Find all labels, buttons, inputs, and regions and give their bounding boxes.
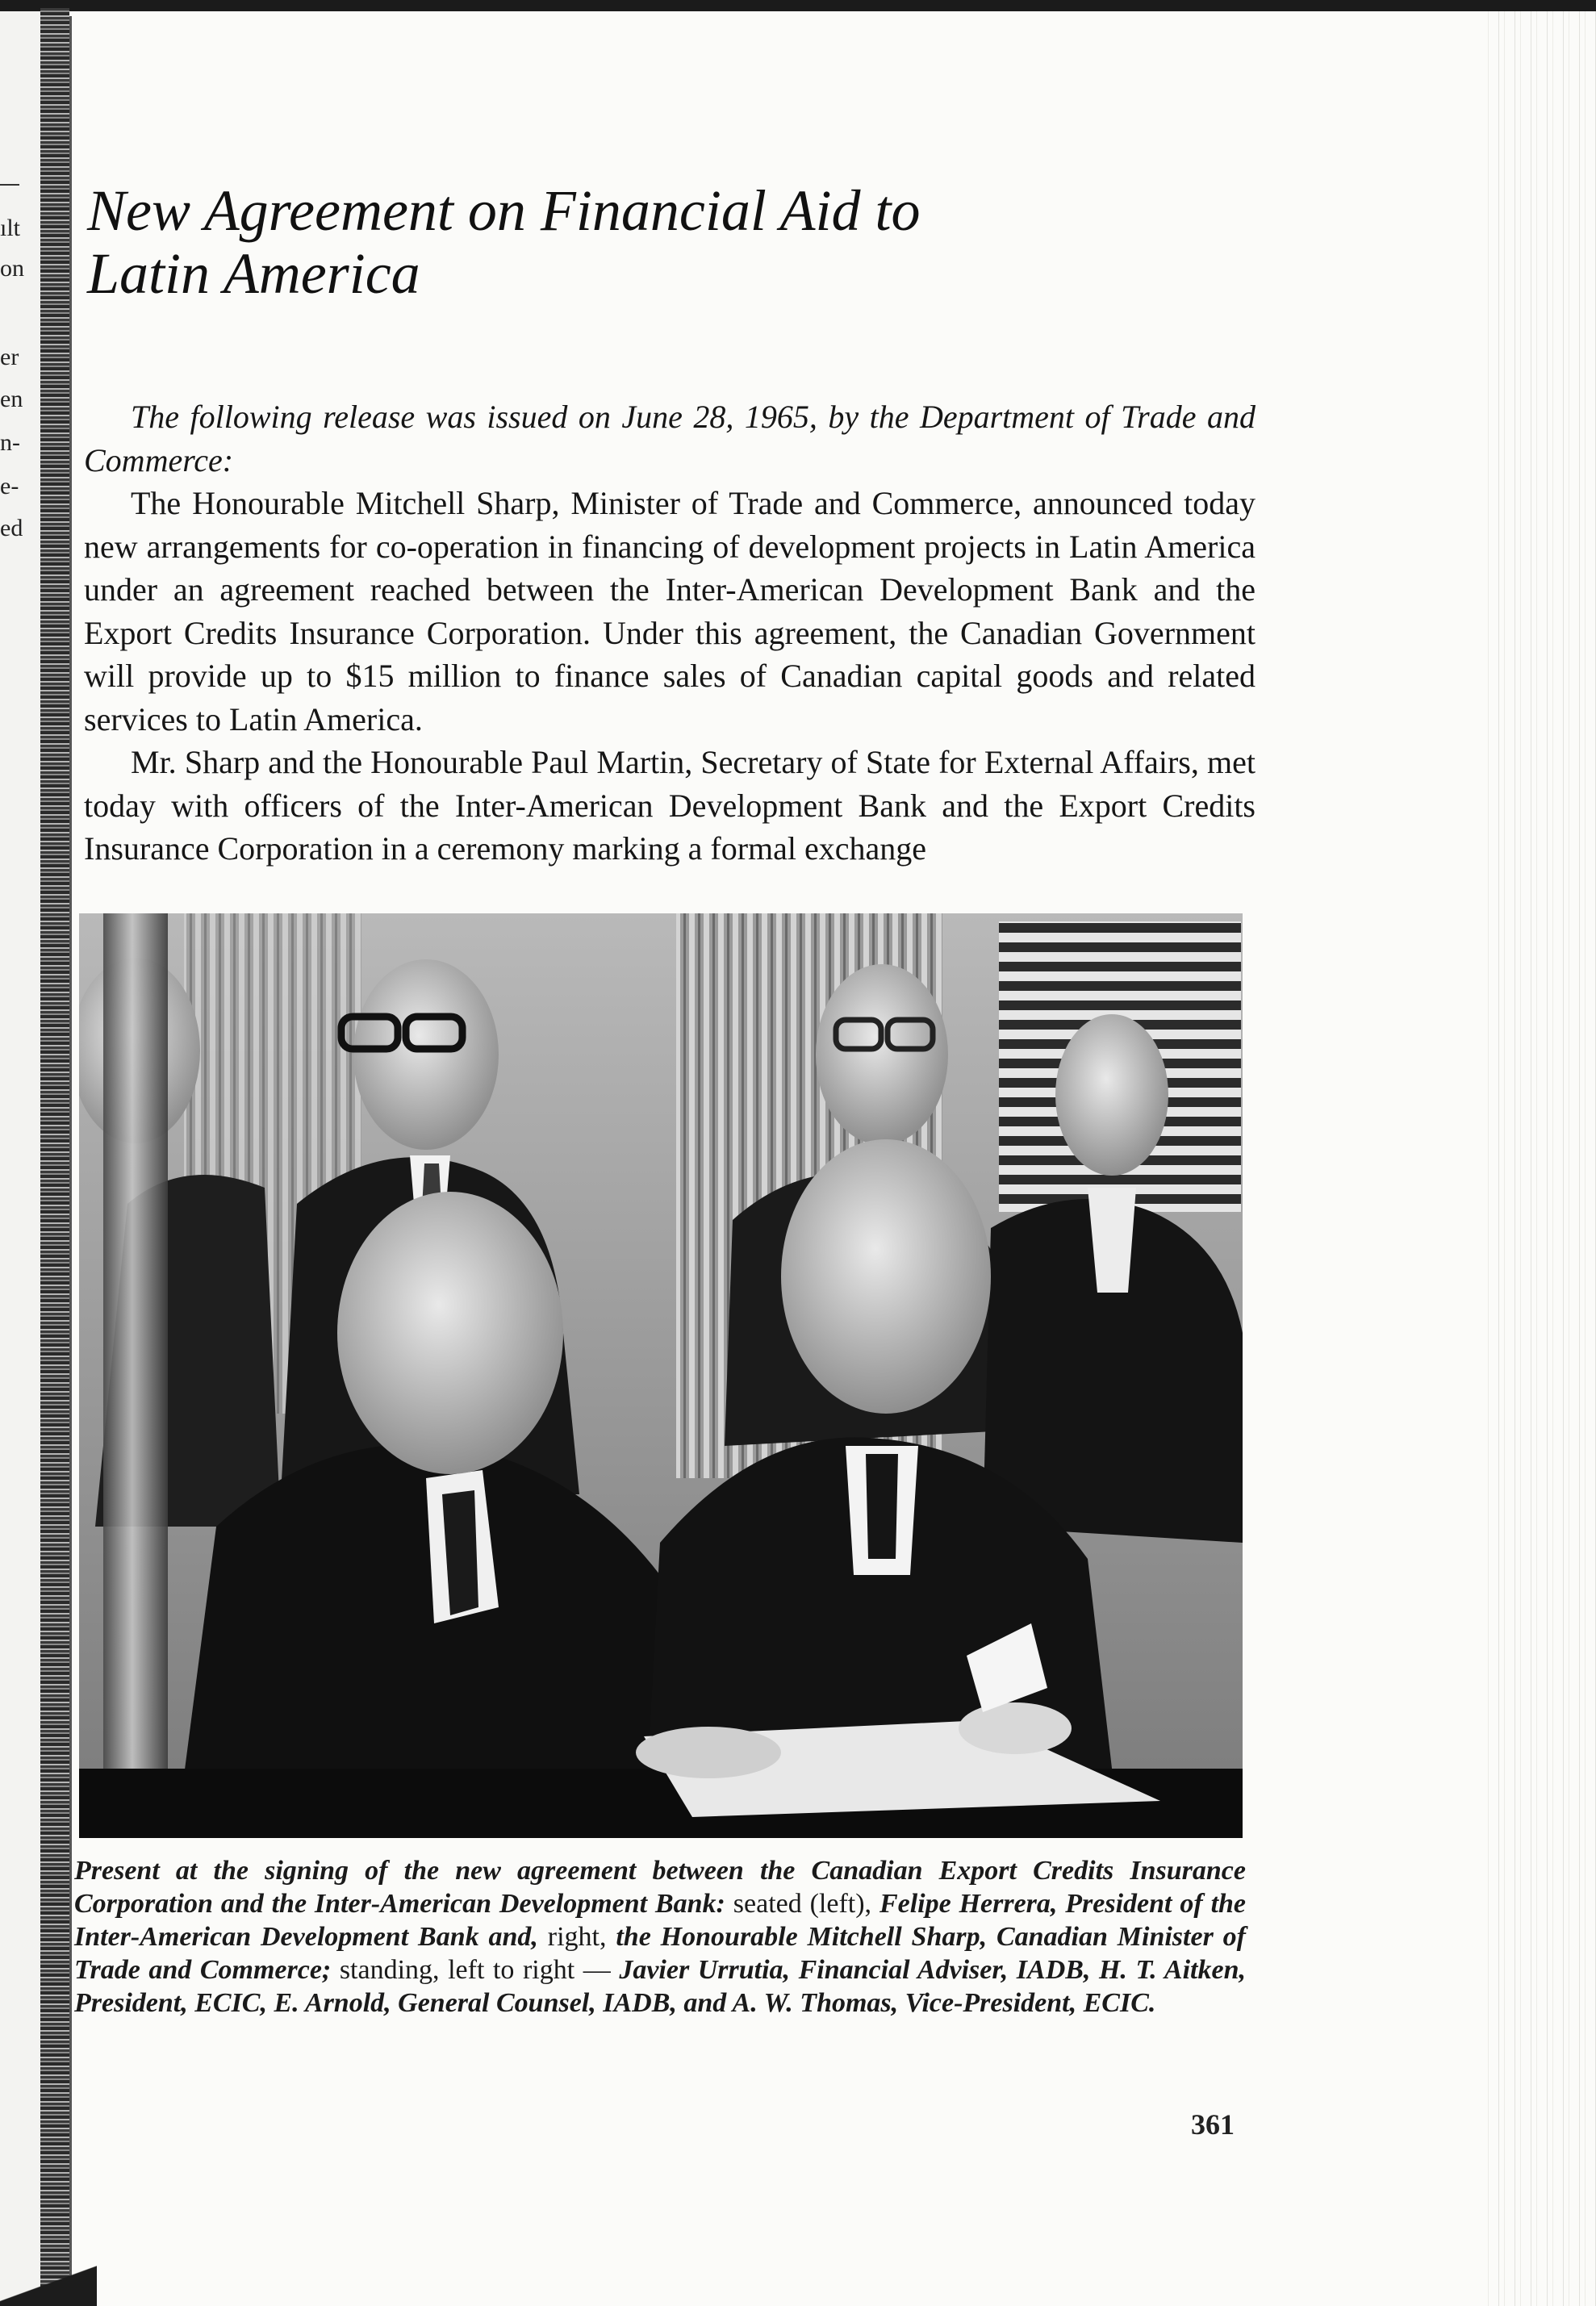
margin-fragment: on <box>0 255 24 282</box>
binding-edge <box>69 16 72 2300</box>
title-line-2: Latin America <box>87 241 420 306</box>
margin-fragment: n- <box>0 429 20 456</box>
title-line-1: New Agreement on Financial Aid to <box>87 178 921 243</box>
body-paragraph-1: The Honourable Mitchell Sharp, Minister of Trade and Commerce, announced today new arrangements for co-operation in financing of development projects in Latin America under an agreement reached between the Inter-American Development Bank and the Export Credits Insurance Corporation. Under this agreement, the Canadian Government will provide up to $15 million to finance sales of Canadian capital goods and related services to Latin America. <box>84 485 1255 737</box>
photo-illustration <box>79 913 1243 1838</box>
margin-fragment: en <box>0 386 23 412</box>
margin-rule <box>0 184 19 186</box>
caption-part: standing, left to right — <box>339 1955 611 1985</box>
caption-part: right, <box>547 1922 607 1952</box>
caption-part: seated (left), <box>733 1889 872 1919</box>
photo-caption <box>74 1854 1246 2020</box>
book-binding <box>40 8 69 2306</box>
article-title <box>87 179 1136 305</box>
page-number: 361 <box>1191 2108 1235 2141</box>
body-paragraph-2: Mr. Sharp and the Honourable Paul Martin, Secretary of State for External Affairs, met today with officers of the Inter-American Development Bank and the Export Credits Insurance Corporation in a ceremony marking a formal exchange <box>84 744 1255 867</box>
margin-fragment: ed <box>0 515 23 541</box>
scan-shadow-corner <box>0 2251 97 2306</box>
page-stack-edge <box>1483 11 1596 2306</box>
article-body <box>84 395 1255 871</box>
page-top-edge <box>0 0 1596 11</box>
caption-part: the Honourable Mitchell Sharp, Canadian Minister of Trade and Commerce; <box>74 1922 1247 1985</box>
caption-part: Felipe Herrera, President of the Inter-American Development Bank and, <box>74 1889 1247 1952</box>
intro-paragraph: The following release was issued on June 28, 1965, by the Department of Trade and Commerce: <box>84 399 1255 478</box>
signing-ceremony-photo <box>79 913 1243 1838</box>
margin-fragment: er <box>0 344 19 370</box>
caption-part: Javier Urrutia, Financial Adviser, IADB, H. T. Aitken, President, ECIC, E. Arnold, General Counsel, IADB, and A. W. Thomas, Vice-President, ECIC. <box>74 1955 1247 2018</box>
margin-fragment: ılt <box>0 215 21 241</box>
margin-fragment: e- <box>0 473 19 499</box>
caption-part: Present at the signing of the new agreement between the Canadian Export Credits Insurance Corporation and the Inter-American Development Bank: <box>74 1856 1246 1919</box>
